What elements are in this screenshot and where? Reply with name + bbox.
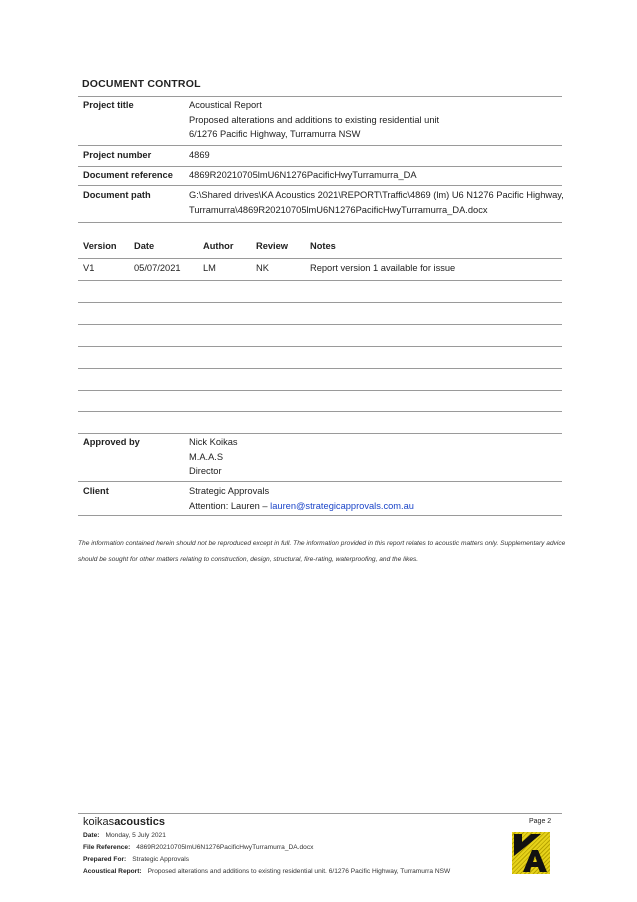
project-number-value: 4869 <box>189 150 210 160</box>
approver-name: Nick Koikas <box>189 437 238 447</box>
document-path-line: G:\Shared drives\KA Acoustics 2021\REPORT\Traffic\4869 (lm) U6 N1276 Pacific Highway, <box>189 190 564 200</box>
file-value: 4869R20210705lmU6N1276PacificHwyTurramurra_DA.docx <box>136 844 314 851</box>
approver-qualification: M.A.A.S <box>189 451 224 462</box>
footer-divider <box>78 813 562 814</box>
approver-role: Director <box>189 466 222 476</box>
divider <box>78 433 562 434</box>
prepared-value: Strategic Approvals <box>132 856 190 863</box>
document-reference-label: Document reference <box>83 170 173 180</box>
footer-file-ref <box>83 844 313 851</box>
file-label: File Reference: <box>83 844 131 851</box>
divider <box>78 145 562 146</box>
client-label: Client <box>83 486 109 496</box>
prepared-label: Prepared For: <box>83 856 127 863</box>
divider <box>78 96 562 97</box>
project-title-value <box>189 98 439 142</box>
brand-bold: acoustics <box>114 816 165 828</box>
cell-date: 05/07/2021 <box>134 263 181 273</box>
empty-row-line <box>78 411 562 412</box>
approved-by-label: Approved by <box>83 437 140 447</box>
empty-row-line <box>78 302 562 303</box>
document-path-label: Document path <box>83 190 151 200</box>
ka-logo <box>512 832 550 874</box>
divider <box>78 222 562 223</box>
cell-author: LM <box>203 263 216 273</box>
footer-report <box>83 868 450 875</box>
divider <box>78 280 562 281</box>
client-value <box>189 484 414 513</box>
footer-date <box>83 832 166 839</box>
col-notes: Notes <box>310 241 336 251</box>
document-path-value <box>189 188 564 217</box>
document-path-line: Turramurra\4869R20210705lmU6N1276PacificHwyTurramurra_DA.docx <box>189 204 488 215</box>
footer-brand <box>83 816 165 828</box>
date-value: Monday, 5 July 2021 <box>105 832 166 839</box>
client-name: Strategic Approvals <box>189 486 270 496</box>
attention-text: Attention: Lauren – <box>189 500 271 511</box>
brand-light: koikas <box>83 816 115 828</box>
disclaimer: The information contained herein should not be reproduced except in full. The information provided in this report relates to acoustic matters only. Supplementary advice should be sought for other matters relating to construction, design, structural, fire-rating, waterproofing, and the likes. <box>78 540 566 563</box>
project-number-label: Project number <box>83 150 152 160</box>
empty-row-line <box>78 390 562 391</box>
divider <box>78 515 562 516</box>
col-date: Date <box>134 241 155 251</box>
project-title-line: Acoustical Report <box>189 100 262 110</box>
project-title-line: Proposed alterations and additions to existing residential unit <box>189 114 440 125</box>
empty-row-line <box>78 368 562 369</box>
divider <box>78 481 562 482</box>
col-review: Review <box>256 241 289 251</box>
col-version: Version <box>83 241 117 251</box>
page-number: Page 2 <box>529 818 552 825</box>
report-label: Acoustical Report: <box>83 868 142 875</box>
cell-review: NK <box>256 263 269 273</box>
date-label: Date: <box>83 832 100 839</box>
cell-notes: Report version 1 available for issue <box>310 263 456 273</box>
approved-by-value <box>189 435 238 479</box>
project-title-line: 6/1276 Pacific Highway, Turramurra NSW <box>189 129 361 139</box>
report-value: Proposed alterations and additions to existing residential unit. 6/1276 Pacific Highway, Turramurra NSW <box>147 868 451 875</box>
divider <box>78 258 562 259</box>
divider <box>78 166 562 167</box>
client-attention <box>189 499 414 514</box>
page-title: DOCUMENT CONTROL <box>82 78 201 90</box>
footer-prepared-for <box>83 856 189 863</box>
project-title-label: Project title <box>83 100 134 110</box>
cell-version: V1 <box>83 263 95 273</box>
client-email-link[interactable]: lauren@strategicapprovals.com.au <box>270 500 414 511</box>
empty-row-line <box>78 324 562 325</box>
document-reference-value: 4869R20210705lmU6N1276PacificHwyTurramurra_DA <box>189 170 417 180</box>
col-author: Author <box>203 241 234 251</box>
empty-row-line <box>78 346 562 347</box>
divider <box>78 185 562 186</box>
